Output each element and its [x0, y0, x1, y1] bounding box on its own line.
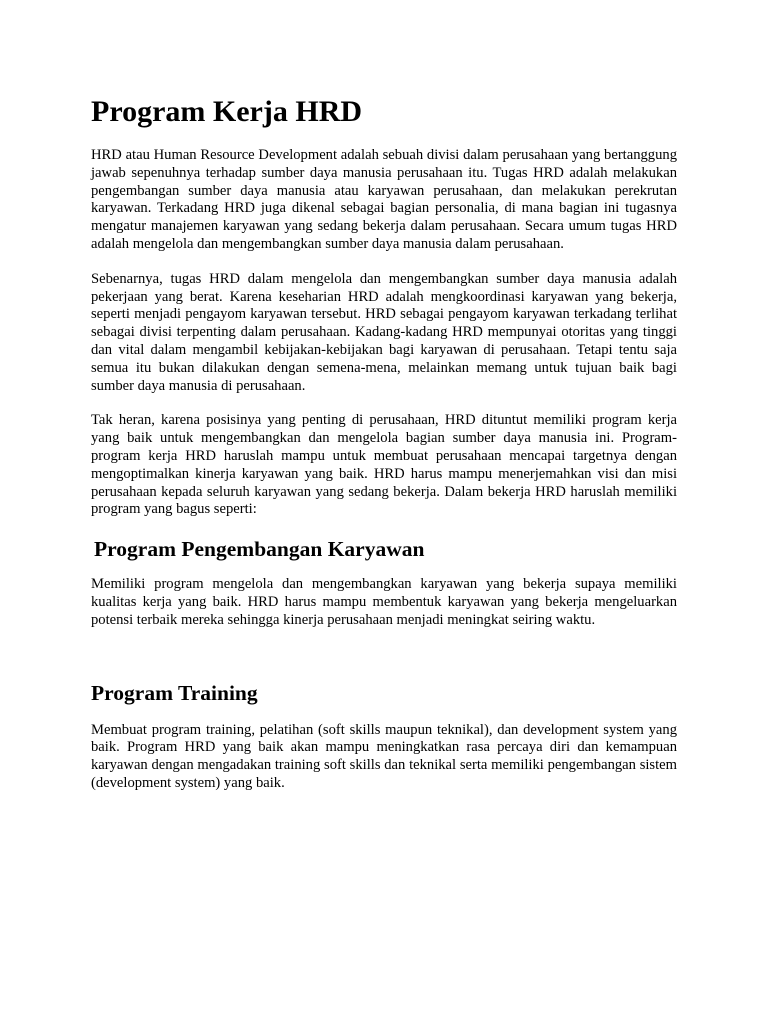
- section-body-pengembangan-karyawan: Memiliki program mengelola dan mengembangkan karyawan yang bekerja supaya memiliki kualitas kerja yang baik. HRD harus mampu membentuk karyawan yang bekerja mengeluarkan potensi terbaik mereka sehingga kinerja perusahaan menjadi meningkat seiring waktu.: [91, 576, 677, 628]
- section-body-training: Membuat program training, pelatihan (soft skills maupun teknikal), dan development system yang baik. Program HRD yang baik akan mampu meningkatkan rasa percaya diri dan kemampuan karyawan dengan mengadakan training soft skills dan teknikal serta memiliki pengembangan sistem (development system) yang baik.: [91, 721, 677, 791]
- intro-paragraph-2: Sebenarnya, tugas HRD dalam mengelola dan mengembangkan sumber daya manusia adalah pekerjaan yang berat. Karena keseharian HRD adalah mengkoordinasi karyawan yang bekerja, seperti menjadi pengayom karyawan tersebut. HRD sebagai pengayom karyawan terkadang terlihat sebagai divisi terpenting dalam perusahaan. Kadang-kadang HRD mempunyai otoritas yang tinggi dan vital dalam mengambil kebijakan-kebijakan bagi karyawan di perusahaan. Tetapi tentu saja semua itu bukan dilakukan dengan semena-mena, melainkan memang untuk tujuan baik bagi sumber daya manusia di perusahaan.: [91, 270, 677, 394]
- document-title: Program Kerja HRD: [91, 95, 363, 128]
- intro-paragraph-3: Tak heran, karena posisinya yang penting di perusahaan, HRD dituntut memiliki program kerja yang baik untuk mengembangkan dan mengelola bagian sumber daya manusia ini. Program-program kerja HRD haruslah mampu untuk membuat perusahaan mencapai targetnya dengan mengoptimalkan kinerja karyawan yang baik. HRD harus mampu menerjemahkan visi dan misi perusahaan kepada seluruh karyawan yang sedang bekerja. Dalam bekerja HRD haruslah memiliki program yang bagus seperti:: [91, 412, 677, 518]
- section-heading-pengembangan-karyawan: Program Pengembangan Karyawan: [94, 537, 425, 562]
- section-heading-training: Program Training: [91, 680, 258, 705]
- document-page: [91, 94, 677, 793]
- intro-paragraph-1: HRD atau Human Resource Development adalah sebuah divisi dalam perusahaan yang bertanggung jawab sepenuhnya terhadap sumber daya manusia perusahaan itu. Tugas HRD adalah melakukan pengembangan sumber daya manusia atau karyawan perusahaan, dan melakukan perekrutan karyawan. Terkadang HRD juga dikenal sebagai bagian personalia, di mana bagian ini tugasnya mengatur manajemen karyawan yang sedang bekerja dalam perusahaan. Secara umum tugas HRD adalah mengelola dan mengembangkan sumber daya manusia dalam perusahaan.: [91, 147, 677, 252]
